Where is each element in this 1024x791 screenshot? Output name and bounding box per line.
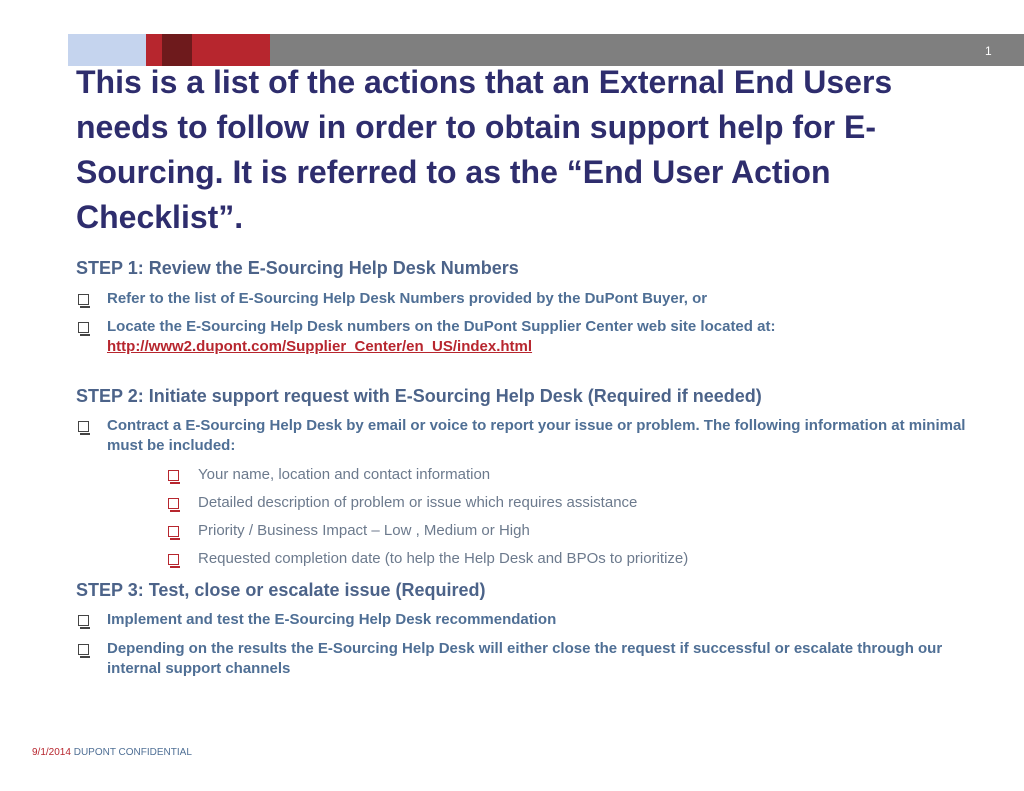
list-item bbox=[76, 416, 976, 456]
step-1-bullets bbox=[76, 289, 976, 357]
checkbox-icon bbox=[78, 615, 89, 626]
sub-bullet-text: Requested completion date (to help the Help Desk and BPOs to prioritize) bbox=[198, 550, 689, 567]
footer bbox=[32, 747, 192, 758]
step-3-bullets bbox=[76, 610, 976, 679]
footer-label: DUPONT CONFIDENTIAL bbox=[73, 747, 192, 758]
checkbox-icon bbox=[78, 322, 89, 333]
bullet-text: Locate the E-Sourcing Help Desk numbers on the DuPont Supplier Center web site located at: bbox=[107, 318, 776, 335]
step-2 bbox=[76, 384, 976, 569]
list-item bbox=[76, 317, 976, 357]
page-number: 1 bbox=[985, 44, 992, 58]
step-1-heading: STEP 1: Review the E-Sourcing Help Desk Numbers bbox=[76, 258, 519, 278]
step-2-heading: STEP 2: Initiate support request with E-Sourcing Help Desk (Required if needed) bbox=[76, 386, 762, 406]
supplier-center-link[interactable]: http://www2.dupont.com/Supplier_Center/en_US/index.html bbox=[107, 338, 533, 355]
sub-bullet-text: Priority / Business Impact – Low , Medium or High bbox=[198, 522, 530, 539]
bullet-text: Depending on the results the E-Sourcing Help Desk will either close the request if successful or escalate through our internal support channels bbox=[107, 640, 943, 677]
checkbox-icon bbox=[78, 294, 89, 305]
checkbox-icon bbox=[168, 554, 179, 565]
list-item bbox=[76, 549, 976, 569]
list-item bbox=[76, 639, 976, 679]
checkbox-icon bbox=[168, 470, 179, 481]
sub-bullet-text: Detailed description of problem or issue which requires assistance bbox=[198, 494, 638, 511]
checkbox-icon bbox=[168, 526, 179, 537]
step-1 bbox=[76, 256, 976, 357]
list-item bbox=[76, 289, 976, 309]
step-2-bullets bbox=[76, 416, 976, 456]
slide-title: This is a list of the actions that an External End Users needs to follow in order to obtain support help for E-Sourcing. It is referred to as the “End User Action Checklist”. bbox=[76, 64, 893, 235]
checkbox-icon bbox=[168, 498, 179, 509]
slide-content bbox=[76, 256, 976, 679]
step-3-heading: STEP 3: Test, close or escalate issue (Required) bbox=[76, 580, 486, 600]
bullet-text: Implement and test the E-Sourcing Help Desk recommendation bbox=[107, 611, 557, 628]
sub-bullet-text: Your name, location and contact information bbox=[198, 466, 491, 483]
bullet-text: Contract a E-Sourcing Help Desk by email or voice to report your issue or problem. The following information at minimal must be included: bbox=[107, 417, 966, 454]
checkbox-icon bbox=[78, 644, 89, 655]
list-item bbox=[76, 610, 976, 630]
step-2-sub-bullets bbox=[76, 465, 976, 569]
footer-date: 9/1/2014 bbox=[32, 747, 71, 758]
step-3 bbox=[76, 578, 976, 679]
checkbox-icon bbox=[78, 421, 89, 432]
list-item bbox=[76, 465, 976, 485]
list-item bbox=[76, 521, 976, 541]
list-item bbox=[76, 493, 976, 513]
bullet-text: Refer to the list of E-Sourcing Help Desk Numbers provided by the DuPont Buyer, or bbox=[107, 290, 708, 307]
